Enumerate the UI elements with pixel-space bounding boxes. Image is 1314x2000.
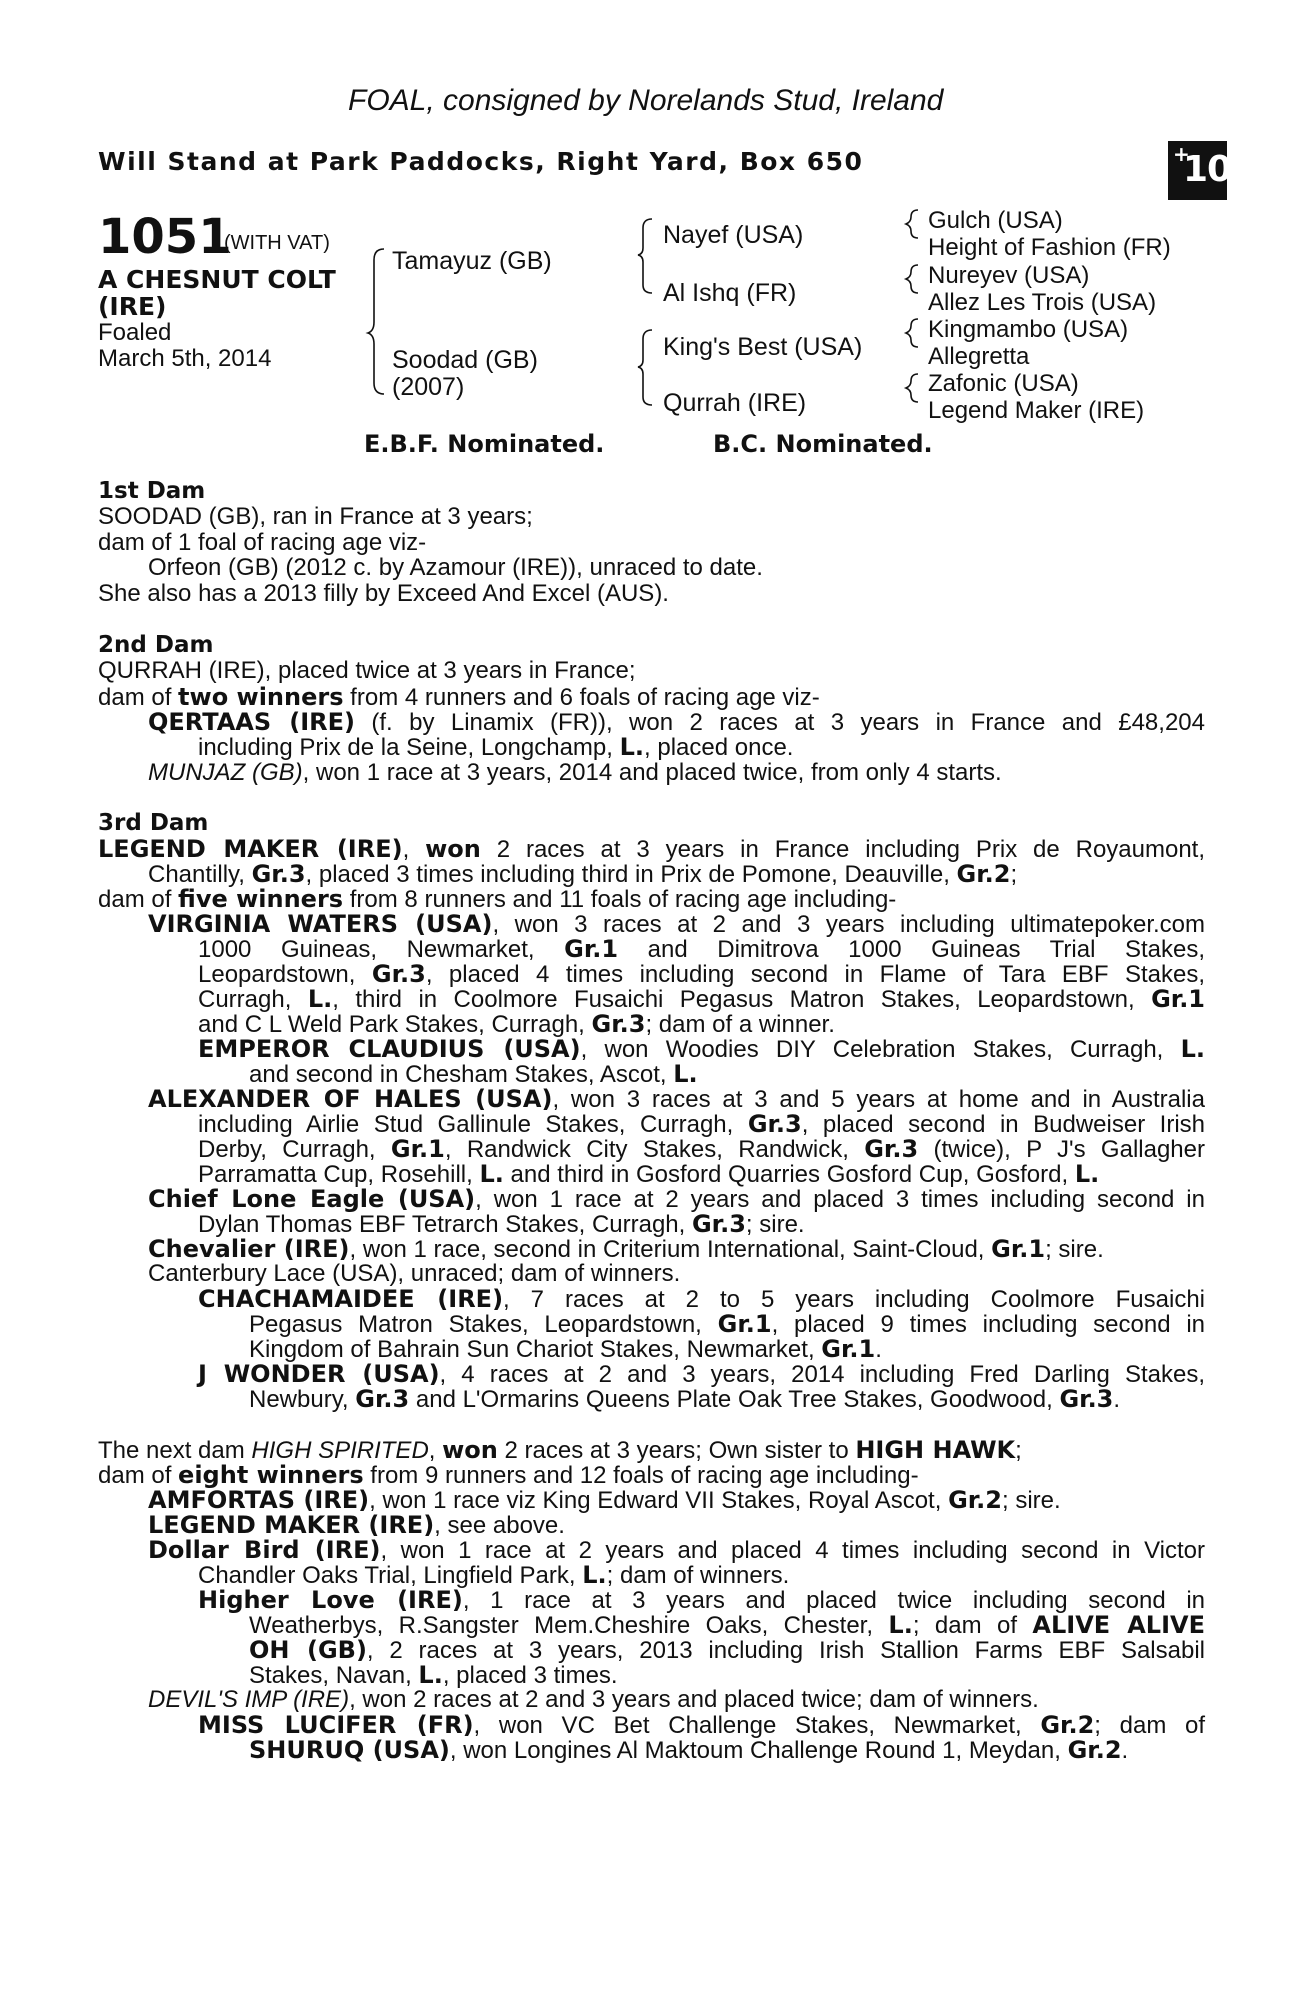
- second-dam-heading: 2nd Dam: [98, 632, 214, 658]
- third-dam-line: Parramatta Cup, Rosehill, L. and third in Gosford Quarries Gosford Cup, Gosford, L.: [198, 1160, 1100, 1188]
- third-dam-line: Dylan Thomas EBF Tetrarch Stakes, Curragh, Gr.3; sire.: [198, 1210, 805, 1238]
- second-dam-line: QERTAAS (IRE) (f. by Linamix (FR)), won 2 races at 3 years in France and £48,204: [148, 708, 1205, 736]
- next-dam-line: Chandler Oaks Trial, Lingfield Park, L.; dam of winners.: [198, 1561, 790, 1589]
- g4-ancestor: Nureyev (USA): [928, 262, 1090, 289]
- third-dam-line: J WONDER (USA), 4 races at 2 and 3 years, 2014 including Fred Darling Stakes,: [198, 1360, 1206, 1388]
- third-dam-line: dam of five winners from 8 runners and 11 foals of racing age including-: [98, 885, 897, 913]
- next-dam-line: Dollar Bird (IRE), won 1 race at 2 years and placed 4 times including second in Victor: [148, 1536, 1205, 1564]
- third-dam-line: VIRGINIA WATERS (USA), won 3 races at 2 and 3 years including ultimatepoker.com: [148, 910, 1206, 938]
- third-dam-line: and C L Weld Park Stakes, Curragh, Gr.3; dam of a winner.: [198, 1010, 835, 1038]
- sire-dam: Al Ishq (FR): [663, 279, 797, 307]
- first-dam-line: dam of 1 foal of racing age viz-: [98, 529, 427, 556]
- third-dam-line: CHACHAMAIDEE (IRE), 7 races at 2 to 5 years including Coolmore Fusaichi: [198, 1285, 1205, 1313]
- g4-ancestor: Gulch (USA): [928, 207, 1063, 234]
- dam: Soodad (GB): [392, 346, 538, 374]
- first-dam-heading: 1st Dam: [98, 478, 206, 504]
- next-dam-line: MISS LUCIFER (FR), won VC Bet Challenge Stakes, Newmarket, Gr.2; dam of: [198, 1711, 1205, 1739]
- third-dam-line: including Airlie Stud Gallinule Stakes, Curragh, Gr.3, placed second in Budweiser Irish: [198, 1110, 1206, 1138]
- next-dam-line: LEGEND MAKER (IRE), see above.: [148, 1511, 565, 1539]
- second-dam-line: including Prix de la Seine, Longchamp, L., placed once.: [198, 733, 794, 761]
- first-dam-line: Orfeon (GB) (2012 c. by Azamour (IRE)), unraced to date.: [148, 554, 763, 581]
- vat-label: (WITH VAT): [224, 232, 330, 254]
- dam-year: (2007): [392, 373, 465, 401]
- third-dam-line: Canterbury Lace (USA), unraced; dam of winners.: [148, 1260, 681, 1287]
- third-dam-heading: 3rd Dam: [98, 810, 209, 836]
- g4-ancestor: Allegretta: [928, 343, 1030, 370]
- next-dam-line: Higher Love (IRE), 1 race at 3 years and placed twice including second in: [198, 1586, 1205, 1614]
- third-dam-line: Newbury, Gr.3 and L'Ormarins Queens Plate Oak Tree Stakes, Goodwood, Gr.3.: [249, 1385, 1121, 1413]
- g4-ancestor: Allez Les Trois (USA): [928, 289, 1157, 316]
- third-dam-line: Leopardstown, Gr.3, placed 4 times including second in Flame of Tara EBF Stakes,: [198, 960, 1205, 988]
- third-dam-line: Chief Lone Eagle (USA), won 1 race at 2 years and placed 3 times including second in: [148, 1185, 1205, 1213]
- bc-nominated: B.C. Nominated.: [713, 430, 933, 458]
- third-dam-line: Derby, Curragh, Gr.1, Randwick City Stakes, Randwick, Gr.3 (twice), P J's Gallagher: [198, 1135, 1205, 1163]
- ebf-nominated: E.B.F. Nominated.: [364, 430, 605, 458]
- foaled-date: March 5th, 2014: [98, 345, 272, 372]
- dam-sire: King's Best (USA): [663, 333, 863, 361]
- next-dam-line: Weatherbys, R.Sangster Mem.Cheshire Oaks, Chester, L.; dam of ALIVE ALIVE: [249, 1611, 1206, 1639]
- third-dam-line: EMPEROR CLAUDIUS (USA), won Woodies DIY Celebration Stakes, Curragh, L.: [198, 1035, 1205, 1063]
- second-dam-line: QURRAH (IRE), placed twice at 3 years in France;: [98, 657, 636, 684]
- next-dam-line: AMFORTAS (IRE), won 1 race viz King Edward VII Stakes, Royal Ascot, Gr.2; sire.: [148, 1486, 1061, 1514]
- stand-location: Will Stand at Park Paddocks, Right Yard, Box 650: [98, 147, 864, 176]
- horse-description: A CHESNUT COLT: [98, 265, 336, 294]
- next-dam-line: DEVIL'S IMP (IRE), won 2 races at 2 and 3 years and placed twice; dam of winners.: [148, 1686, 1039, 1713]
- next-dam-line: The next dam HIGH SPIRITED, won 2 races at 3 years; Own sister to HIGH HAWK;: [98, 1436, 1022, 1464]
- third-dam-line: Chevalier (IRE), won 1 race, second in Criterium International, Saint-Cloud, Gr.1; sire.: [148, 1235, 1104, 1263]
- sire-sire: Nayef (USA): [663, 221, 804, 249]
- tag-plus: +: [1173, 142, 1190, 166]
- next-dam-line: SHURUQ (USA), won Longines Al Maktoum Challenge Round 1, Meydan, Gr.2.: [249, 1736, 1129, 1764]
- next-dam-line: Stakes, Navan, L., placed 3 times.: [249, 1661, 618, 1689]
- third-dam-line: Curragh, L., third in Coolmore Fusaichi Pegasus Matron Stakes, Leopardstown, Gr.1: [198, 985, 1206, 1013]
- horse-description-origin: (IRE): [98, 292, 167, 321]
- third-dam-line: Pegasus Matron Stakes, Leopardstown, Gr.1, placed 9 times including second in: [249, 1310, 1206, 1338]
- third-dam-line: LEGEND MAKER (IRE), won 2 races at 3 years in France including Prix de Royaumont,: [98, 835, 1206, 863]
- lot-number: 1051: [98, 209, 232, 265]
- g4-ancestor: Legend Maker (IRE): [928, 397, 1145, 424]
- foaled-label: Foaled: [98, 319, 172, 346]
- third-dam-line: Kingdom of Bahrain Sun Chariot Stakes, Newmarket, Gr.1.: [249, 1335, 882, 1363]
- first-dam-line: SOODAD (GB), ran in France at 3 years;: [98, 503, 533, 530]
- next-dam-line: dam of eight winners from 9 runners and 12 foals of racing age including-: [98, 1461, 919, 1489]
- third-dam-line: and second in Chesham Stakes, Ascot, L.: [249, 1060, 698, 1088]
- dam-dam: Qurrah (IRE): [663, 389, 807, 417]
- sire: Tamayuz (GB): [392, 247, 552, 275]
- g4-ancestor: Height of Fashion (FR): [928, 234, 1171, 261]
- second-dam-line: dam of two winners from 4 runners and 6 foals of racing age viz-: [98, 683, 820, 711]
- pedigree-braces: [0, 0, 1314, 440]
- third-dam-line: ALEXANDER OF HALES (USA), won 3 races at 3 and 5 years at home and in Australia: [148, 1085, 1205, 1113]
- first-dam-line: She also has a 2013 filly by Exceed And Excel (AUS).: [98, 580, 669, 607]
- second-dam-line: MUNJAZ (GB), won 1 race at 3 years, 2014 and placed twice, from only 4 starts.: [148, 759, 1002, 786]
- g4-ancestor: Zafonic (USA): [928, 370, 1079, 397]
- tag-number: 10: [1183, 149, 1232, 190]
- consignor-line: FOAL, consigned by Norelands Stud, Ireland: [348, 84, 944, 117]
- third-dam-line: Chantilly, Gr.3, placed 3 times including third in Prix de Pomone, Deauville, Gr.2;: [148, 860, 1018, 888]
- g4-ancestor: Kingmambo (USA): [928, 316, 1129, 343]
- next-dam-line: OH (GB), 2 races at 3 years, 2013 including Irish Stallion Farms EBF Salsabil: [249, 1636, 1205, 1664]
- third-dam-line: 1000 Guineas, Newmarket, Gr.1 and Dimitrova 1000 Guineas Trial Stakes,: [198, 935, 1205, 963]
